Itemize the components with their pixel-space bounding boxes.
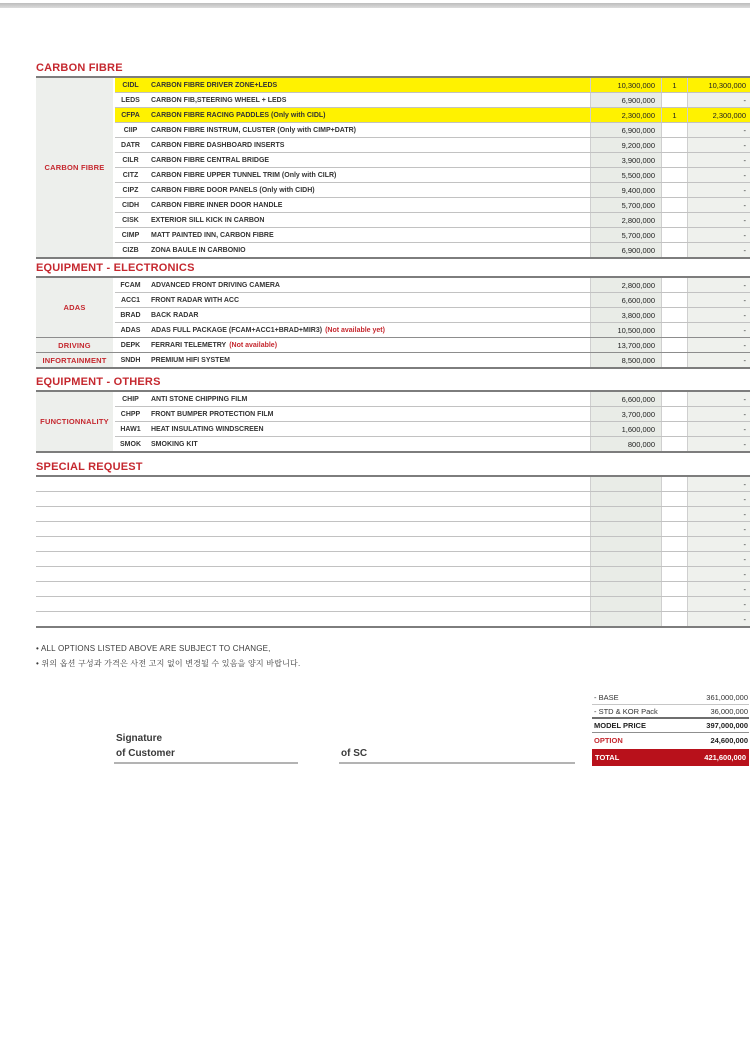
option-description-text: FRONT BUMPER PROTECTION FILM: [151, 410, 274, 418]
special-request-row[interactable]: [36, 552, 750, 567]
option-description-text: ZONA BAULE IN CARBONIO: [151, 246, 246, 254]
option-code: CIPZ: [122, 186, 139, 194]
special-request-qty[interactable]: [661, 537, 687, 551]
option-description: [146, 308, 590, 322]
option-description: [146, 168, 590, 182]
option-row[interactable]: [115, 407, 750, 422]
option-description: [146, 323, 590, 337]
option-price: 6,600,000: [590, 392, 661, 406]
option-row[interactable]: [115, 183, 750, 198]
special-request-price: [590, 582, 661, 596]
option-total: -: [687, 437, 750, 451]
option-total: -: [687, 308, 750, 322]
option-code: CHIP: [122, 395, 139, 403]
option-group: [36, 78, 750, 257]
option-total: -: [687, 293, 750, 307]
special-request-row[interactable]: [36, 597, 750, 612]
option-qty[interactable]: [661, 308, 687, 322]
option-description-text: CARBON FIBRE RACING PADDLES (Only with CIDL): [151, 111, 326, 119]
option-description: [146, 278, 590, 292]
summary-option-label: OPTION: [594, 735, 623, 745]
summary-option-value: 24,600,000: [710, 735, 748, 745]
option-code: SNDH: [120, 356, 141, 364]
option-qty[interactable]: [661, 228, 687, 242]
option-price: 10,500,000: [590, 323, 661, 337]
option-qty[interactable]: [661, 392, 687, 406]
section-heading: EQUIPMENT - ELECTRONICS: [36, 262, 195, 274]
option-code: FCAM: [120, 281, 141, 289]
group-rows: [115, 278, 750, 337]
special-request-total: -: [687, 597, 750, 611]
option-description: [146, 243, 590, 257]
special-request-price: [590, 492, 661, 506]
special-request-row[interactable]: [36, 522, 750, 537]
category-label: FUNCTIONNALITY: [36, 392, 115, 451]
option-row[interactable]: [115, 323, 750, 337]
option-total: -: [687, 228, 750, 242]
special-request-total: -: [687, 477, 750, 491]
option-row[interactable]: [115, 422, 750, 437]
option-description-text: CARBON FIBRE DOOR PANELS (Only with CIDH): [151, 186, 315, 194]
summary-row-total: [592, 749, 749, 766]
option-total: 10,300,000: [687, 78, 750, 92]
option-description-text: CARBON FIBRE DRIVER ZONE+LEDS: [151, 81, 278, 89]
special-request-row[interactable]: [36, 612, 750, 626]
option-qty[interactable]: [661, 323, 687, 337]
special-request-total: -: [687, 507, 750, 521]
option-total: -: [687, 278, 750, 292]
option-total: -: [687, 353, 750, 367]
option-qty[interactable]: [661, 293, 687, 307]
option-total: -: [687, 93, 750, 107]
option-price: 6,600,000: [590, 293, 661, 307]
section-carbon-fibre: [36, 62, 750, 259]
option-qty[interactable]: [661, 338, 687, 352]
option-description: [146, 123, 590, 137]
option-group: [36, 338, 750, 353]
footnote-english: • ALL OPTIONS LISTED ABOVE ARE SUBJECT TO CHANGE,: [36, 644, 271, 653]
option-total: -: [687, 198, 750, 212]
summary-base-label: - BASE: [594, 693, 619, 702]
option-code: ACC1: [120, 296, 141, 304]
summary-row-model-price: [592, 719, 749, 733]
group-rows: [115, 338, 750, 352]
option-description: [146, 353, 590, 367]
special-request-row[interactable]: [36, 477, 750, 492]
section-heading: SPECIAL REQUEST: [36, 461, 143, 473]
summary-base-value: 361,000,000: [706, 693, 748, 702]
option-price: 6,900,000: [590, 93, 661, 107]
special-request-qty[interactable]: [661, 612, 687, 626]
special-request-description[interactable]: [36, 477, 590, 491]
option-description-text: FERRARI TELEMETRY: [151, 341, 227, 349]
option-code: CFPA: [115, 108, 146, 122]
options-table: [36, 390, 750, 453]
option-description-text: CARBON FIB,STEERING WHEEL + LEDS: [151, 96, 287, 104]
option-total: -: [687, 243, 750, 257]
option-row[interactable]: [115, 108, 750, 123]
option-description-text: MATT PAINTED INN, CARBON FIBRE: [151, 231, 274, 239]
group-rows: [115, 78, 750, 257]
option-description-text: CARBON FIBRE UPPER TUNNEL TRIM (Only with CILR): [151, 171, 337, 179]
option-row[interactable]: [115, 437, 750, 451]
summary-std-value: 36,000,000: [710, 706, 748, 716]
option-row[interactable]: [115, 198, 750, 213]
option-code: SMOK: [120, 440, 141, 448]
option-description-text: PREMIUM HIFI SYSTEM: [151, 356, 230, 364]
option-description-text: CARBON FIBRE INNER DOOR HANDLE: [151, 201, 283, 209]
option-row[interactable]: [115, 293, 750, 308]
special-request-qty[interactable]: [661, 522, 687, 536]
group-rows: [115, 392, 750, 451]
option-code: CIDL: [115, 78, 146, 92]
special-request-description[interactable]: [36, 507, 590, 521]
option-description: [146, 183, 590, 197]
option-total: -: [687, 323, 750, 337]
option-qty[interactable]: [661, 123, 687, 137]
special-request-qty[interactable]: [661, 492, 687, 506]
option-total: -: [687, 392, 750, 406]
option-description: [146, 338, 590, 352]
option-description-text: BACK RADAR: [151, 311, 199, 319]
footnotes: [36, 641, 300, 671]
option-description: [146, 78, 590, 92]
option-row[interactable]: [115, 392, 750, 407]
option-price: 9,200,000: [590, 138, 661, 152]
option-code: CISK: [122, 216, 139, 224]
option-qty[interactable]: [661, 437, 687, 451]
option-total: -: [687, 338, 750, 352]
special-request-row[interactable]: [36, 507, 750, 522]
option-description: [146, 93, 590, 107]
option-qty[interactable]: [661, 422, 687, 436]
option-qty[interactable]: [661, 138, 687, 152]
option-total: -: [687, 153, 750, 167]
section-equipment-electronics: [36, 262, 750, 369]
footnote-korean: • 위의 옵션 구성과 가격은 사전 고지 없이 변경될 수 있음을 양지 바랍니다.: [36, 659, 301, 668]
option-description: [146, 422, 590, 436]
special-request-price: [590, 477, 661, 491]
signature-sc-label: of SC: [341, 748, 368, 759]
option-price: 1,600,000: [590, 422, 661, 436]
option-price: 6,900,000: [590, 123, 661, 137]
option-code: DEPK: [120, 341, 141, 349]
option-description: [146, 228, 590, 242]
option-price: 3,800,000: [590, 308, 661, 322]
option-description-text: ADAS FULL PACKAGE (FCAM+ACC1+BRAD+MIR3): [151, 326, 323, 334]
option-price: 5,700,000: [590, 228, 661, 242]
option-code: HAW1: [120, 425, 141, 433]
option-row[interactable]: [115, 243, 750, 257]
option-price: 3,700,000: [590, 407, 661, 421]
option-description-text: CARBON FIBRE DASHBOARD INSERTS: [151, 141, 285, 149]
option-qty[interactable]: [661, 213, 687, 227]
option-code: BRAD: [120, 311, 141, 319]
option-row[interactable]: [115, 338, 750, 352]
option-price: 10,300,000: [590, 78, 661, 92]
special-request-price: [590, 522, 661, 536]
category-label: ADAS: [36, 278, 115, 337]
option-description-text: SMOKING KIT: [151, 440, 198, 448]
option-total: -: [687, 168, 750, 182]
section-heading: EQUIPMENT - OTHERS: [36, 376, 161, 388]
special-request-qty[interactable]: [661, 507, 687, 521]
option-row[interactable]: [115, 353, 750, 367]
option-qty[interactable]: [661, 183, 687, 197]
option-description: [146, 153, 590, 167]
summary-total-value: 421,600,000: [704, 753, 746, 762]
option-code: ADAS: [120, 326, 141, 334]
special-request-total: -: [687, 522, 750, 536]
option-price: 800,000: [590, 437, 661, 451]
summary-model-value: 397,000,000: [706, 721, 748, 730]
special-request-row[interactable]: [36, 492, 750, 507]
summary-std-label: - STD & KOR Pack: [594, 706, 658, 716]
signature-sc-line[interactable]: [339, 762, 575, 764]
special-request-price: [590, 567, 661, 581]
option-row[interactable]: [115, 138, 750, 153]
option-total: -: [687, 138, 750, 152]
signature-customer-label: of Customer: [116, 748, 175, 759]
option-description-text: CARBON FIBRE INSTRUM, CLUSTER (Only with CIMP+DATR): [151, 126, 357, 134]
price-summary: [592, 691, 749, 766]
option-description-text: CARBON FIBRE CENTRAL BRIDGE: [151, 156, 270, 164]
option-qty[interactable]: [661, 93, 687, 107]
option-code: CIZB: [122, 246, 139, 254]
option-row[interactable]: [115, 168, 750, 183]
option-total: -: [687, 213, 750, 227]
special-request-qty[interactable]: [661, 552, 687, 566]
option-price: 3,900,000: [590, 153, 661, 167]
option-row[interactable]: [115, 228, 750, 243]
availability-note: (Not available yet): [325, 326, 385, 334]
option-code: DATR: [121, 141, 140, 149]
window-top-edge: [0, 3, 750, 8]
special-request-total: -: [687, 567, 750, 581]
special-request-price: [590, 552, 661, 566]
special-request-row[interactable]: [36, 567, 750, 582]
special-request-row[interactable]: [36, 582, 750, 597]
options-table: [36, 76, 750, 259]
special-request-description[interactable]: [36, 552, 590, 566]
special-request-qty[interactable]: [661, 567, 687, 581]
special-request-description[interactable]: [36, 597, 590, 611]
option-description-text: EXTERIOR SILL KICK IN CARBON: [151, 216, 265, 224]
option-total: -: [687, 407, 750, 421]
option-row[interactable]: [115, 123, 750, 138]
option-description: [146, 213, 590, 227]
option-price: 2,300,000: [590, 108, 661, 122]
option-price: 2,800,000: [590, 213, 661, 227]
special-request-qty[interactable]: [661, 582, 687, 596]
special-request-qty[interactable]: [661, 477, 687, 491]
option-qty[interactable]: [661, 168, 687, 182]
option-group: [36, 278, 750, 338]
option-description-text: HEAT INSULATING WINDSCREEN: [151, 425, 264, 433]
special-request-total: -: [687, 552, 750, 566]
special-request-description[interactable]: [36, 492, 590, 506]
special-request-description[interactable]: [36, 582, 590, 596]
option-qty[interactable]: 1: [661, 78, 687, 92]
option-row[interactable]: [115, 278, 750, 293]
group-rows: [36, 477, 750, 626]
option-price: 5,700,000: [590, 198, 661, 212]
option-row[interactable]: [115, 93, 750, 108]
section-heading: CARBON FIBRE: [36, 62, 123, 74]
option-description: [146, 138, 590, 152]
option-total: -: [687, 183, 750, 197]
option-code: CITZ: [122, 171, 139, 179]
option-row[interactable]: [115, 308, 750, 323]
option-row[interactable]: [115, 213, 750, 228]
option-description-text: ANTI STONE CHIPPING FILM: [151, 395, 248, 403]
special-request-price: [590, 507, 661, 521]
option-qty[interactable]: [661, 353, 687, 367]
option-price: 6,900,000: [590, 243, 661, 257]
availability-note: (Not available): [229, 341, 278, 349]
option-price: 9,400,000: [590, 183, 661, 197]
option-group: [36, 392, 750, 451]
summary-total-label: TOTAL: [595, 753, 620, 762]
special-request-table: [36, 475, 750, 628]
option-code: CILR: [122, 156, 139, 164]
option-code: CIDH: [121, 201, 140, 209]
category-label: DRIVING: [36, 338, 115, 352]
section-equipment-others: [36, 376, 750, 453]
option-row[interactable]: [115, 153, 750, 168]
special-request-price: [590, 597, 661, 611]
signature-customer-line[interactable]: [114, 762, 298, 764]
option-qty[interactable]: [661, 407, 687, 421]
option-description: [146, 437, 590, 451]
option-description: [146, 392, 590, 406]
summary-row-std-kor-pack: [592, 705, 749, 719]
option-total: -: [687, 422, 750, 436]
option-description: [146, 293, 590, 307]
option-description: [146, 407, 590, 421]
special-request-total: -: [687, 537, 750, 551]
option-code: LEDS: [121, 96, 140, 104]
option-qty[interactable]: [661, 278, 687, 292]
option-price: 8,500,000: [590, 353, 661, 367]
special-request-price: [590, 537, 661, 551]
special-request-total: -: [687, 612, 750, 626]
option-price: 5,500,000: [590, 168, 661, 182]
summary-model-label: MODEL PRICE: [594, 721, 646, 730]
option-qty[interactable]: [661, 153, 687, 167]
option-code: CIMP: [121, 231, 140, 239]
option-description: [146, 198, 590, 212]
option-description: [146, 108, 590, 122]
option-code: CIIP: [123, 126, 138, 134]
special-request-qty[interactable]: [661, 597, 687, 611]
option-price: 2,800,000: [590, 278, 661, 292]
category-label: CARBON FIBRE: [36, 78, 115, 257]
option-price: 13,700,000: [590, 338, 661, 352]
option-qty[interactable]: 1: [661, 108, 687, 122]
special-request-description[interactable]: [36, 522, 590, 536]
option-qty[interactable]: [661, 243, 687, 257]
option-total: -: [687, 123, 750, 137]
options-table: [36, 276, 750, 369]
special-request-total: -: [687, 492, 750, 506]
option-description-text: ADVANCED FRONT DRIVING CAMERA: [151, 281, 280, 289]
option-qty[interactable]: [661, 198, 687, 212]
special-request-description[interactable]: [36, 567, 590, 581]
option-group: [36, 477, 750, 626]
option-row[interactable]: [115, 78, 750, 93]
option-code: CHPP: [120, 410, 141, 418]
special-request-total: -: [687, 582, 750, 596]
signature-title: Signature: [116, 733, 163, 744]
category-label: INFORTAINMENT: [36, 353, 115, 367]
special-request-price: [590, 612, 661, 626]
special-request-row[interactable]: [36, 537, 750, 552]
option-description-text: FRONT RADAR WITH ACC: [151, 296, 240, 304]
option-total: 2,300,000: [687, 108, 750, 122]
special-request-description[interactable]: [36, 612, 590, 626]
special-request-description[interactable]: [36, 537, 590, 551]
group-rows: [115, 353, 750, 367]
summary-row-option: [592, 733, 749, 747]
option-group: [36, 353, 750, 367]
summary-row-base: [592, 691, 749, 705]
section-special-request: [36, 461, 750, 628]
